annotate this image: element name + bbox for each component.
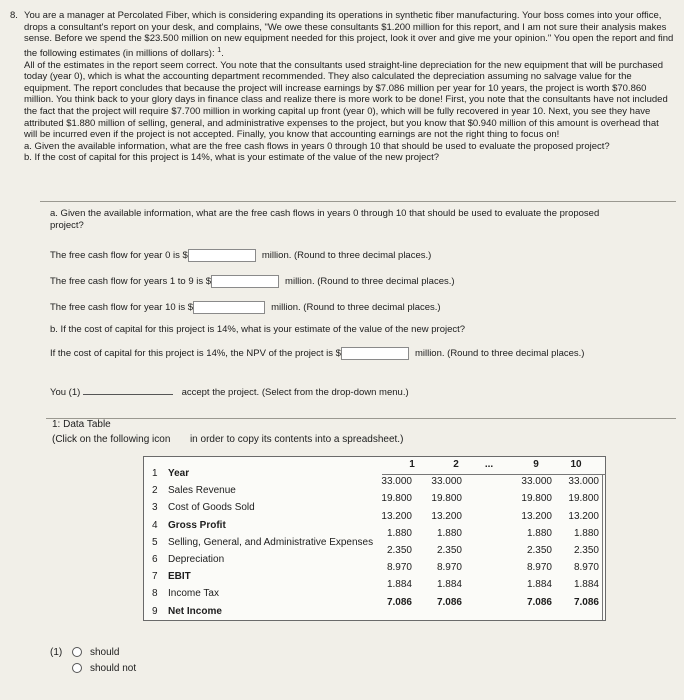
row-label-text: Cost of Goods Sold (168, 502, 255, 514)
table-cell: 1.880 (573, 527, 599, 539)
table-cell: 33.000 (521, 476, 552, 488)
table-cell: 8.970 (573, 562, 599, 574)
row-number: 3 (152, 502, 158, 514)
choice-marker: (1) (50, 647, 63, 658)
npv-hint: million. (Round to three decimal places.) (414, 348, 585, 360)
table-cell: 1.884 (526, 579, 552, 591)
col-header: 9 (533, 459, 539, 470)
npv-input[interactable] (341, 347, 409, 360)
data-table (143, 456, 606, 621)
problem-statement (10, 10, 674, 164)
row-label-text: Sales Revenue (168, 485, 236, 497)
part-a-prompt: a. Given the available information, what are the free cash flows in years 0 through 10 that should be used to evaluate the proposed project? (50, 208, 600, 231)
col-header: 1 (409, 459, 415, 470)
radio-should[interactable] (72, 647, 82, 657)
table-cell: 1.884 (436, 579, 462, 591)
table-cell: 13.200 (381, 510, 412, 522)
decision-dropdown[interactable] (83, 385, 173, 395)
npv-label: If the cost of capital for this project is 14%, the NPV of the project is $ (50, 348, 341, 360)
choice-should[interactable] (72, 647, 119, 658)
column-rule (602, 474, 603, 620)
data-table-instruction: (Click on the following icon in order to copy its contents into a spreadsheet.) (52, 434, 404, 445)
col-header: 10 (570, 459, 582, 470)
section-divider (40, 201, 676, 202)
problem-part-b: b. If the cost of capital for this project is 14%, what is your estimate of the value of the new project? (24, 152, 440, 164)
row-label-text: Year (168, 468, 190, 479)
col-header: ... (484, 459, 494, 470)
choice-should-not-label: should not (90, 663, 137, 674)
table-cell: 1.880 (386, 527, 412, 539)
col-header: 2 (453, 459, 459, 470)
table-cell: 13.200 (521, 510, 552, 522)
table-cell: 19.800 (431, 493, 462, 505)
table-cell: 33.000 (431, 476, 462, 488)
table-cell: 7.086 (436, 596, 462, 608)
table-cell: 19.800 (521, 493, 552, 505)
table-cell: 2.350 (386, 545, 412, 556)
row-number: 4 (152, 519, 158, 531)
row-number: 8 (152, 588, 158, 600)
fcf-year0-hint: million. (Round to three decimal places.) (261, 250, 432, 262)
table-section-divider (46, 418, 676, 419)
decision-label: You (1) (50, 387, 81, 398)
table-row-label (152, 485, 236, 496)
row-label-text: EBIT (168, 571, 191, 583)
table-cell: 2.350 (526, 545, 552, 556)
fcf-year0-label: The free cash flow for year 0 is $ (50, 250, 188, 262)
table-cell: 1.884 (573, 579, 599, 591)
row-number: 5 (152, 536, 158, 548)
table-cell: 1.880 (526, 527, 552, 539)
row-label-text: Net Income (168, 605, 222, 617)
table-row-label (152, 606, 222, 617)
npv-row (50, 347, 584, 360)
fcf-year10-input[interactable] (193, 301, 265, 314)
table-row-label (152, 571, 191, 582)
choice-should-label: should (90, 647, 120, 658)
radio-should-not[interactable] (72, 663, 82, 673)
table-cell: 19.800 (568, 493, 599, 505)
fcf-year1-9-row (50, 275, 455, 288)
row-label-text: Depreciation (168, 554, 225, 565)
row-number: 6 (152, 554, 158, 565)
table-cell: 1.880 (436, 527, 462, 539)
table-row-label (152, 520, 226, 531)
problem-paragraph-2: All of the estimates in the report seem correct. You note that the consultants used straight-line depreciation for the new equipment that will be purchased today (year 0), which is what the accounting department recommended. They also calculated the depreciation assuming no salvage value for the equipment. The report concludes that because the project will increase earnings by $7.086 million per year for 10 years, the project is worth $70.860 million. You think back to your glory days in finance class and realize there is more work to be done! First, you note that the consultants have not included the fact that the project will require $7.700 million in working capital up front (year 0), which will be fully recovered in year 10. Next, you see they have attributed $1.880 million of selling, general, and administrative expenses to the project, but you know that $0.940 million of this amount is overhead that will be incurred even if the project is not accepted. Finally, you know that accounting earnings are not the right thing to focus on! (24, 59, 668, 141)
table-cell: 13.200 (568, 510, 599, 522)
row-number: 2 (152, 485, 158, 497)
problem-paragraph-1: You are a manager at Percolated Fiber, which is considering expanding its operations in synthetic fiber manufacturing. Your boss comes into your office, drops a consultant's report on your desk, and complains, "We owe these consultants $1.200 million for this report, and I am not sure their analysis makes sense. Before we spend the $23.500 million on new equipment needed for this project, look it over and give me your opinion." You open the report and find the following estimates (in millions of dollars): $^1$. (24, 10, 674, 59)
table-cell: 8.970 (526, 562, 552, 574)
table-cell: 8.970 (436, 562, 462, 574)
fcf-year10-hint: million. (Round to three decimal places.) (271, 302, 441, 314)
table-cell: 33.000 (568, 476, 599, 488)
row-number: 7 (152, 571, 158, 583)
row-label-text: Income Tax (168, 588, 219, 600)
fcf-year0-input[interactable] (188, 249, 256, 262)
table-cell: 19.800 (381, 493, 412, 505)
fcf-year0-row (50, 249, 431, 262)
row-number: 1 (152, 468, 158, 479)
table-row-label (152, 502, 255, 513)
fcf-year10-label: The free cash flow for year 10 is $ (50, 302, 194, 314)
table-cell: 7.086 (386, 596, 412, 608)
table-cell: 7.086 (526, 596, 552, 608)
table-cell: 8.970 (386, 562, 412, 574)
table-row-label (152, 537, 373, 548)
decision-row (50, 385, 409, 398)
choice-should-not[interactable] (72, 663, 136, 674)
data-table-title: 1: Data Table (52, 419, 111, 430)
table-row-label (152, 468, 189, 479)
table-cell: 13.200 (431, 510, 462, 522)
footnote-link[interactable]: 1 (217, 46, 222, 54)
row-number: 9 (152, 605, 158, 617)
table-row-label (152, 554, 224, 565)
fcf-year1-9-hint: million. (Round to three decimal places.) (285, 276, 455, 288)
fcf-year1-9-label: The free cash flow for years 1 to 9 is $ (50, 276, 212, 288)
fcf-year1-9-input[interactable] (211, 275, 279, 288)
table-cell: 2.350 (573, 545, 599, 556)
problem-number: 8. (10, 10, 18, 21)
header-rule (382, 474, 606, 475)
table-cell: 7.086 (573, 596, 599, 608)
problem-part-a: a. Given the available information, what are the free cash flows in years 0 through 10 that should be used to evaluate the proposed project? (24, 140, 610, 152)
table-cell: 2.350 (436, 545, 462, 556)
row-label-text: Gross Profit (168, 519, 226, 531)
table-cell: 1.884 (386, 579, 412, 591)
table-row-label (152, 588, 219, 599)
decision-hint: accept the project. (Select from the drop-down menu.) (181, 387, 409, 398)
part-b-prompt: b. If the cost of capital for this project is 14%, what is your estimate of the value of the new project? (50, 324, 466, 335)
row-label-text: Selling, General, and Administrative Expenses (168, 536, 374, 548)
table-cell: 33.000 (381, 476, 412, 488)
fcf-year10-row (50, 301, 441, 314)
